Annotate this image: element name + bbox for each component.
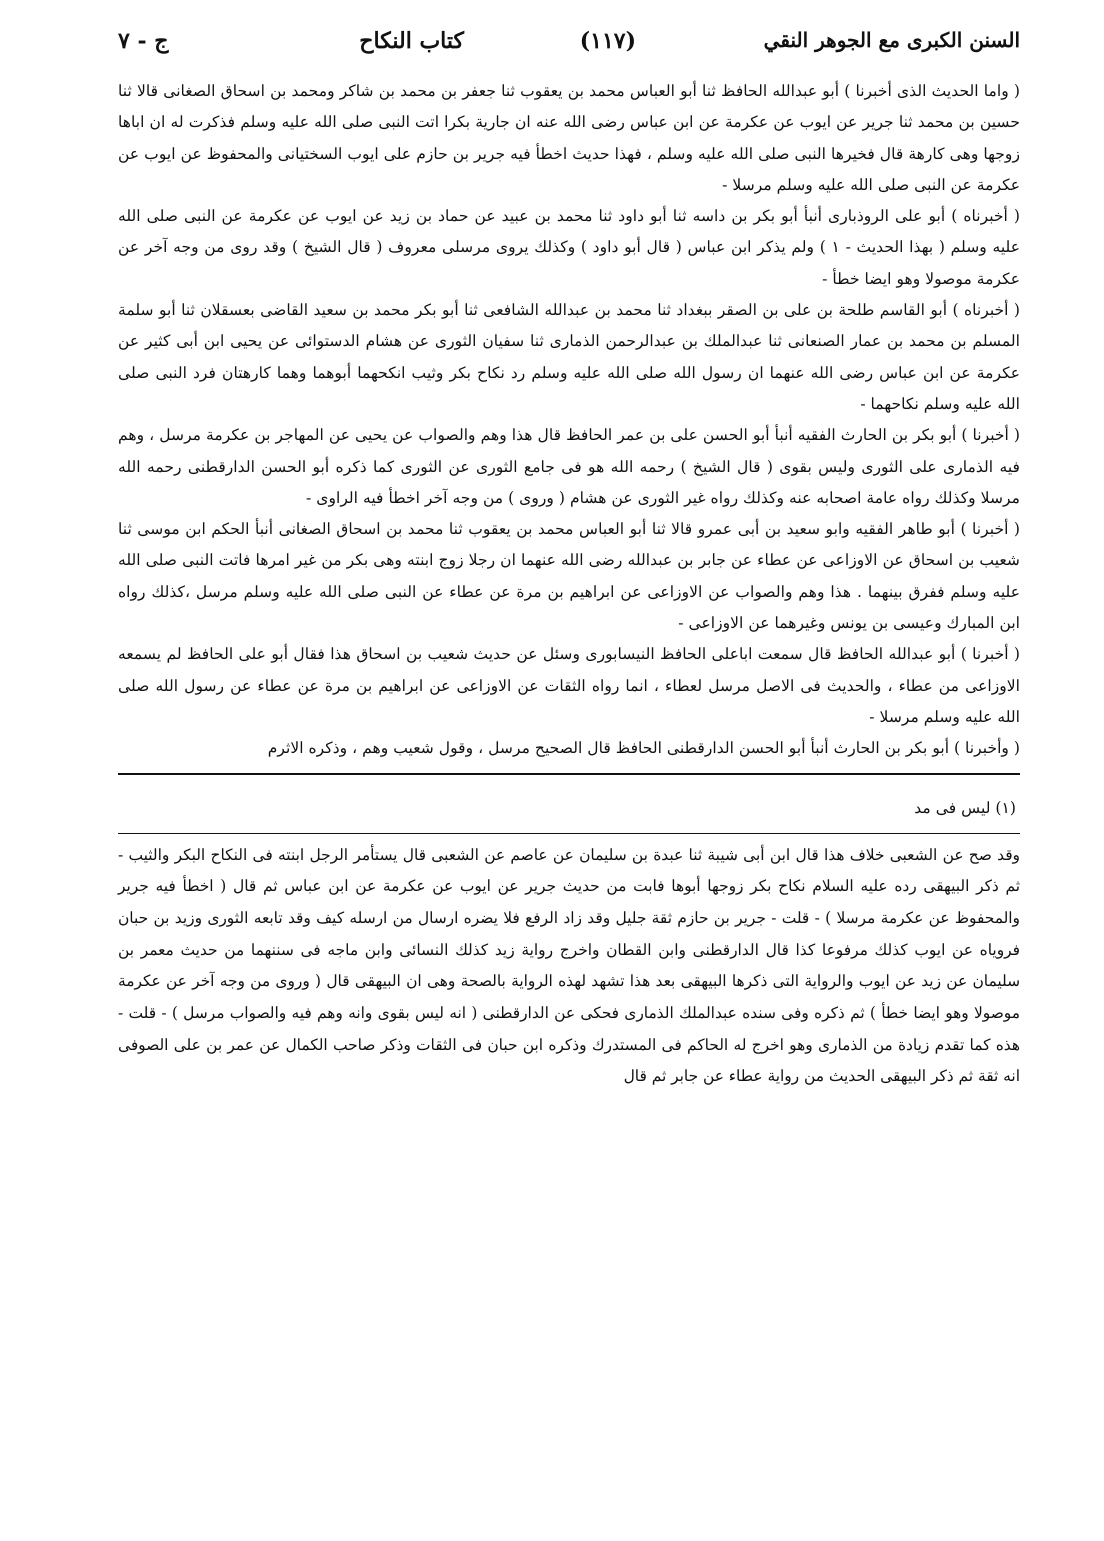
paragraph: ( أخبرنا ) أبو عبدالله الحافظ قال سمعت اباعلى الحافظ النيسابورى وسئل عن حديث شعيب بن اسحاق هذا فقال أبو على الحافظ لم يسمعه الاوزاعى من عطاء ، والحديث فى الاصل مرسل لعطاء ، انما رواه الثقات عن الاوزاعى عن ابراهيم بن مرة عن عطاء عن رسول الله صلى الله عليه وسلم مرسلا - <box>118 645 1020 726</box>
paragraph: ( أخبرنا ) أبو طاهر الفقيه وابو سعيد بن أبى عمرو قالا ثنا أبو العباس محمد بن يعقوب ثنا محمد بن اسحاق الصغانى أنبأ الحكم ابن موسى ثنا شعيب بن اسحاق عن الاوزاعى عن عطاء عن جابر بن عبدالله رضى الله عنهما ان رجلا زوج ابنته وهى بكر من غير امرها فاتت النبى صلى الله عليه وسلم ففرق بينهما . هذا وهم والصواب عن الاوزاعى عن ابراهيم بن مرة عن عطاء عن النبى صلى الله عليه وسلم مرسل ،كذلك رواه ابن المبارك وعيسى بن يونس وغيرهما عن الاوزاعى - <box>118 520 1020 633</box>
chapter-title: كتاب النكاح <box>359 28 464 54</box>
page-number: (١١٧) <box>579 28 636 54</box>
footnote: (١) ليس فى مد <box>914 798 1016 817</box>
paragraph: ( أخبرناه ) أبو على الروذبارى أنبأ أبو بكر بن داسه ثنا أبو داود ثنا محمد بن عبيد عن حماد بن زيد عن ايوب عن عكرمة عن النبى صلى الله عليه وسلم ( بهذا الحديث - ١ ) ولم يذكر ابن عباس ( قال أبو داود ) وكذلك يروى مرسلى معروف ( قال الشيخ ) وقد روى من وجه آخر عن عكرمة موصولا وهو ايضا خطأ - <box>118 207 1020 288</box>
paragraph: ( أخبرناه ) أبو القاسم طلحة بن على بن الصقر ببغداد ثنا محمد بن عبدالله الشافعى ثنا أبو بكر محمد بن سعيد القاضى بعسقلان ثنا أبو سلمة المسلم بن محمد بن عمار الصنعانى ثنا عبدالملك بن عبدالرحمن الذمارى ثنا سفيان الثورى عن هشام الدستوائى عن يحيى ابن أبى كثير عن عكرمة عن ابن عباس رضى الله عنهما ان رسول الله صلى الله عليه وسلم رد نكاح بكر وثيب انكحهما أبوهما وهما كارهتان فرد النبى صلى الله عليه وسلم نكاحهما - <box>118 301 1020 413</box>
paragraph: ( وأخبرنا ) أبو بكر بن الحارث أنبأ أبو الحسن الدارقطنى الحافظ قال الصحيح مرسل ، وقول شعيب وهم ، وذكره الاثرم <box>267 739 1020 758</box>
footnotes <box>118 775 1020 833</box>
commentary-divider <box>118 833 1020 834</box>
main-text <box>118 76 1020 765</box>
commentary-text: وقد صح عن الشعبى خلاف هذا قال ابن أبى شيبة ثنا عبدة بن سليمان عن عاصم عن الشعبى قال يستأمر الرجل ابنته فى النكاح البكر والثيب - ثم ذكر البيهقى رده عليه السلام نكاح بكر زوجها أبوها فابت من حديث جرير عن ايوب عن عكرمة عن ابن عباس ثم قال ( اخطأ فيه جرير والمحفوظ عن عكرمة مرسلا ) - قلت - جرير بن حازم ثقة جليل وقد زاد الرفع فلا يضره ارسال من ارسله كيف وقد تابعه الثورى وزيد بن حبان فروياه عن ايوب كذلك مرفوعا كذا قال الدارقطنى وابن القطان واخرج رواية زيد كذلك النسائى وابن ماجه فى سننهما من حديث معمر بن سليمان عن زيد عن ايوب والرواية التى ذكرها البيهقى بعد هذا تشهد لهذه الرواية بالصحة وهى ان البيهقى قال ( وروى من وجه آخر عن عكرمة موصولا وهو ايضا خطأ ) ثم ذكره وفى سنده عبدالملك الذمارى فحكى عن الدارقطنى ( انه ليس بقوى وانه وهم فيه والصواب مرسل ) - قلت - هذه كما تقدم زيادة من الذمارى وهو اخرج له الحاكم فى المستدرك وذكره ابن حبان فى الثقات وذكر صاحب الكمال عن عمر بن على الصوفى انه ثقة ثم ذكر البيهقى الحديث من رواية عطاء عن جابر ثم قال <box>118 845 1020 1086</box>
volume-number: ج - ٧ <box>118 28 169 54</box>
paragraph: ( واما الحديث الذى أخبرنا ) أبو عبدالله الحافظ ثنا أبو العباس محمد بن يعقوب ثنا جعفر بن محمد بن شاكر ومحمد بن اسحاق الصغانى قالا ثنا حسين بن محمد ثنا جرير عن ايوب عن عكرمة عن ابن عباس رضى الله عنه ان جارية بكرا اتت النبى صلى الله عليه وسلم فذكرت له ان اباها زوجها وهى كارهة قال فخيرها النبى صلى الله عليه وسلم ، فهذا حديث اخطأ فيه جرير بن حازم على ايوب السختيانى والمحفوظ عن ايوب عن عكرمة عن النبى صلى الله عليه وسلم مرسلا - <box>118 82 1020 194</box>
page-header <box>118 28 1020 76</box>
paragraph: ( أخبرنا ) أبو بكر بن الحارث الفقيه أنبأ أبو الحسن على بن عمر الحافظ قال هذا وهم والصواب عن يحيى عن المهاجر بن عكرمة مرسل ، وهم فيه الذمارى على الثورى وليس بقوى ( قال الشيخ ) رحمه الله هو فى جامع الثورى عن الثورى كما ذكره أبو الحسن الدارقطنى رحمه الله مرسلا وكذلك رواه عامة اصحابه عنه وكذلك رواه غير الثورى عن هشام ( وروى ) من وجه آخر اخطأ فيه الراوى - <box>118 426 1020 507</box>
page <box>118 28 1020 1093</box>
book-title: السنن الكبرى مع الجوهر النقي <box>763 28 1020 52</box>
